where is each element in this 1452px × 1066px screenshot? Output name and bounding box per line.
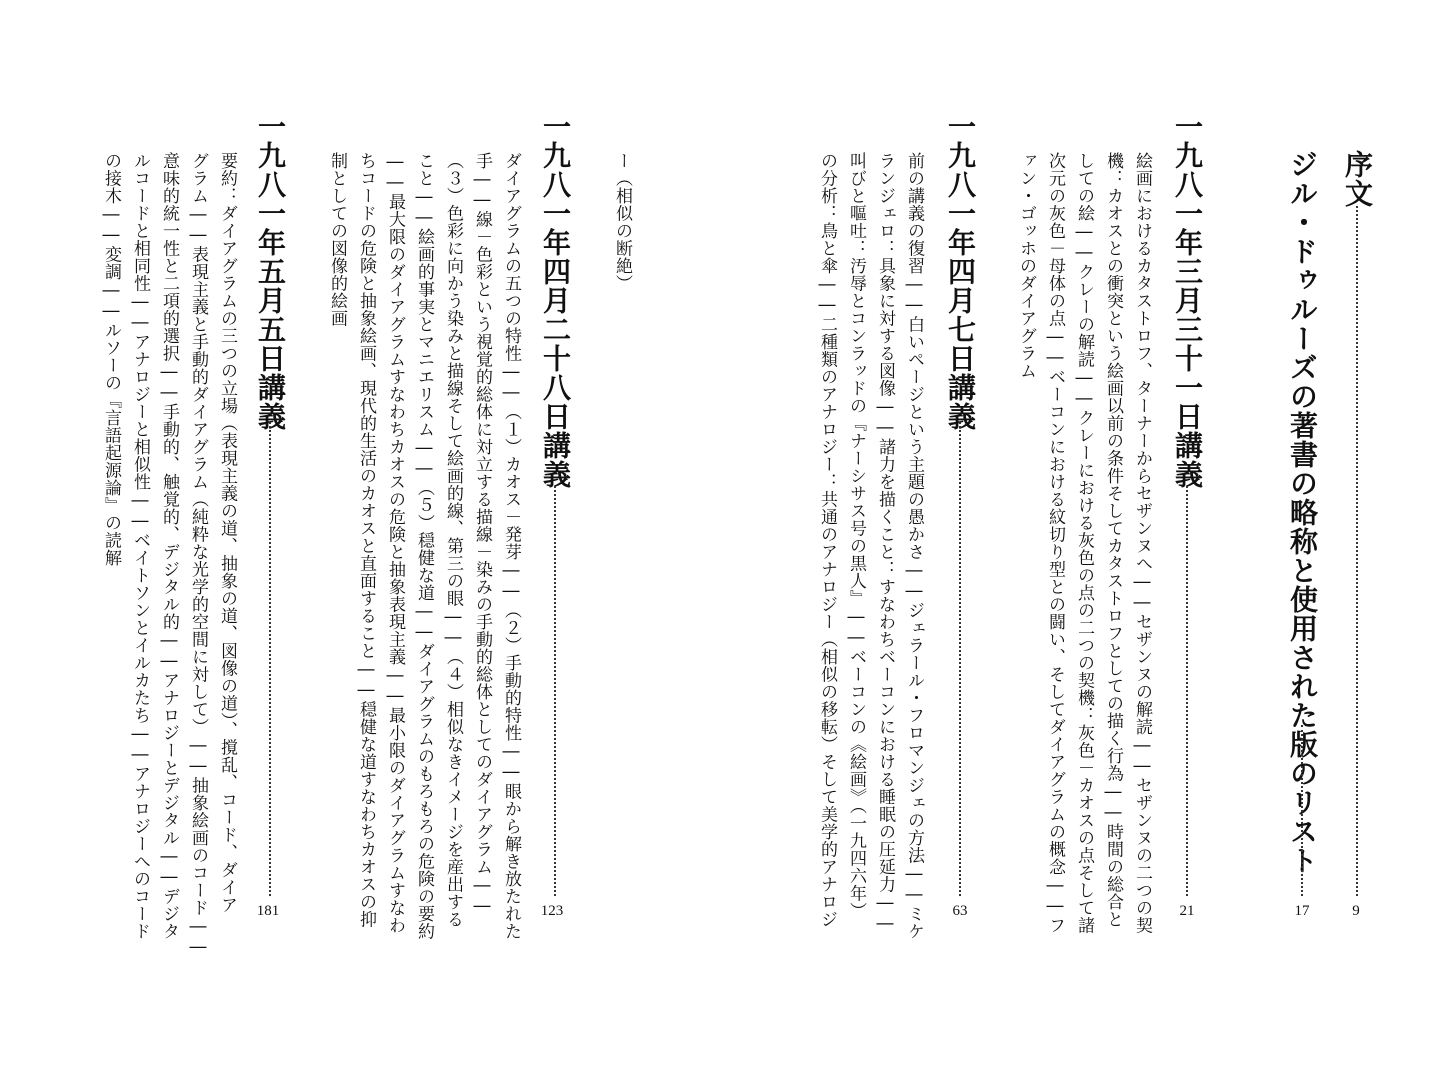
lecture-0331-title: 一九八一年三月三十一日講義 <box>1171 112 1204 489</box>
lecture-0331-summary-line: 機：カオスとの衝突という絵画以前の条件そしてカタストロフとしての描く行為――時間の総合と <box>1103 152 1123 928</box>
lecture-0505-summary-line: グラム――表現主義と手動的ダイアグラム（純粋な光学的空間に対して）――抽象絵画のコード―― <box>188 152 208 958</box>
lecture-0331-summary-line: 絵画におけるカタストロフ、ターナーからセザンヌへ――セザンヌの解読――セザンヌの二つの契 <box>1132 152 1152 934</box>
preface-title: 序文 <box>1341 150 1374 208</box>
lecture-0428-summary-line: 手――線－色彩という視覚的総体に対立する描線－染みの手動的総体としてのダイアグラム―― <box>472 152 492 917</box>
lecture-0505-summary-line: 要約：ダイアグラムの三つの立場（表現主義の道、抽象の道、図像の道）、撹乱、コード、ダイア <box>217 152 237 914</box>
lecture-0331-summary-line: 次元の灰色－母体の点――ベーコンにおける紋切り型との闘い、そしてダイアグラムの概念――フ <box>1045 152 1065 934</box>
lecture-0407-summary-line: ランジェロ：具象に対する図像――諸力を描くこと：すなわちベーコンにおける睡眠の圧延力―― <box>875 152 895 934</box>
lecture-0505-title: 一九八一年五月五日講義 <box>254 112 287 431</box>
leader-dots <box>269 422 273 896</box>
lecture-0428-summary-line: ダイアグラムの五つの特性――（１）カオス－発芽――（２）手動的特性――眼から解き放たれた <box>501 152 521 940</box>
lecture-0331-summary-line: しての絵――クレーの解読――クレーにおける灰色の点の二つの契機：灰色－カオスの点そして諸 <box>1074 152 1094 934</box>
leader-dots <box>554 486 558 896</box>
lecture-0505-summary-line: 意味的統一性と二項的選択――手動的、触覚的、デジタル的――アナロジーとデジタル――デジタ <box>159 152 179 940</box>
lecture-0428-summary-line: ちコードの危険と抽象絵画、現代的生活のカオスと直面すること――穏健な道すなわちカオスの抑 <box>356 152 376 928</box>
page-number: 63 <box>952 903 968 919</box>
lecture-0407-title: 一九八一年四月七日講義 <box>944 112 977 431</box>
page-number: 181 <box>256 903 280 919</box>
lecture-0428-title: 一九八一年四月二十八日講義 <box>539 112 572 489</box>
leader-dots <box>1186 486 1190 896</box>
lecture-0505-summary-line: ルコードと相同性――アナロジーと相似性――ベイトソンとイルカたち――アナロジーへのコード <box>130 152 150 940</box>
lecture-0407-summary-line: 叫びと嘔吐：汚辱とコンラッドの『ナーシサス号の黒人』――ベーコンの《絵画》（一九四六年） <box>846 152 866 920</box>
page-number: 9 <box>1352 903 1360 919</box>
leader-dots <box>1301 725 1305 896</box>
lecture-0428-summary-line: ――最大限のダイアグラムすなわちカオスの危険と抽象表現主義――最小限のダイアグラムすなわ <box>385 152 405 934</box>
lecture-0428-summary-line: 制としての図像的絵画 <box>327 152 347 327</box>
abbreviation-list-title: ジル・ドゥルーズの著書の略称と使用された版のリスト <box>1286 150 1319 875</box>
lecture-0407-summary-line: 前の講義の復習――白いページという主題の愚かさ――ジェラール・フロマンジェの方法――ミケ <box>904 152 924 940</box>
lecture-0428-summary-line: こと――絵画的事実とマニエリスム――（５）穏健な道――ダイアグラムのもろもろの危険の要約 <box>414 152 434 940</box>
lecture-0407-summary-line: ー（相似の断絶） <box>612 152 632 292</box>
lecture-0331-summary-line: ァン・ゴッホのダイアグラム <box>1016 152 1036 380</box>
page-number: 21 <box>1179 903 1195 919</box>
lecture-0428-summary-line: （３）色彩に向かう染みと描線そして絵画的線、第三の眼――（４）相似なきイメージを産出する <box>443 152 463 928</box>
page-number: 123 <box>540 903 564 919</box>
lecture-0505-summary-line: の接木――変調――ルソーの『言語起源論』の読解 <box>101 152 121 567</box>
lecture-0407-summary-line: の分析：鳥と傘――二種類のアナロジー：共通のアナロジー（相似の移転）そして美学的アナロジ <box>817 152 837 928</box>
page-number: 17 <box>1294 903 1310 919</box>
leader-dots <box>959 422 963 896</box>
leader-dots <box>1356 206 1360 896</box>
